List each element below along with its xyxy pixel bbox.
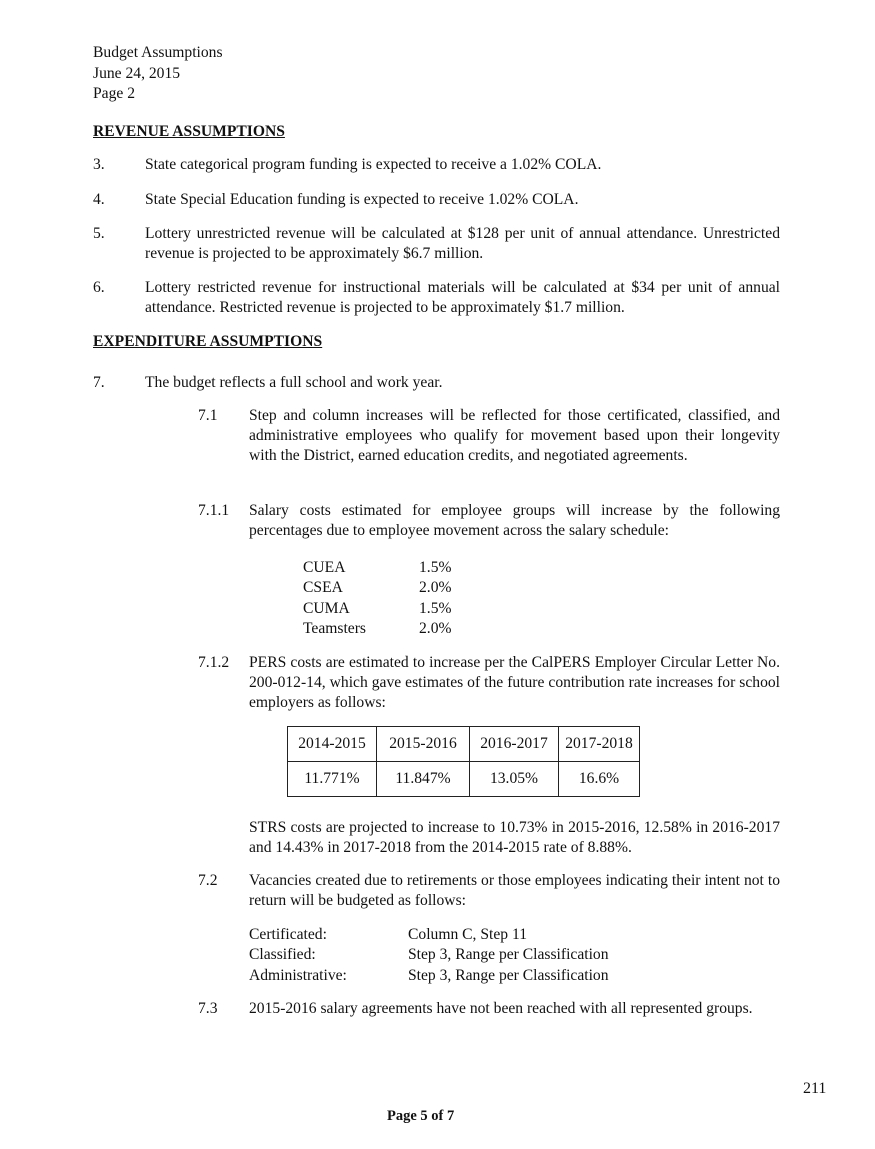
subitem-7-3: 2015-2016 salary agreements have not been reached with all represented groups. [249, 1000, 753, 1017]
table-header-cell: 2015-2016 [377, 727, 470, 762]
table-row [288, 762, 640, 797]
group-name: CUEA [303, 559, 346, 576]
revenue-item-5: Lottery unrestricted revenue will be calculated at $128 per unit of annual attendance. Unrestricted revenue is projected to be approximately $6.7 million. [145, 225, 780, 262]
subitem-number: 7.1.1 [198, 502, 230, 519]
table-header-row [288, 727, 640, 762]
item-number: 4. [93, 191, 105, 208]
item-number: 5. [93, 225, 105, 242]
table-cell: 16.6% [559, 762, 640, 797]
list-item [249, 925, 609, 945]
item-number: 3. [93, 156, 105, 173]
item-number: 6. [93, 279, 105, 296]
salary-increase-list [303, 558, 451, 639]
subitem-number: 7.1.2 [198, 654, 230, 671]
group-percent: 1.5% [419, 559, 452, 576]
vacancy-label: Certificated: [249, 926, 327, 943]
subitem-number: 7.1 [198, 407, 218, 424]
list-item [303, 619, 451, 639]
vacancy-label: Administrative: [249, 966, 347, 984]
group-percent: 2.0% [419, 579, 452, 597]
list-item [249, 945, 609, 965]
list-item [303, 578, 451, 598]
document-page-label: Page 2 [93, 85, 136, 102]
vacancy-budget-list [249, 925, 609, 986]
table-cell: 11.771% [288, 762, 377, 797]
subitem-number: 7.2 [198, 872, 218, 889]
revenue-item-3: State categorical program funding is expected to receive a 1.02% COLA. [145, 156, 602, 173]
vacancy-value: Step 3, Range per Classification [408, 966, 609, 984]
page-footer: Page 5 of 7 [387, 1108, 455, 1124]
document-date: June 24, 2015 [93, 64, 181, 82]
page-number: 211 [803, 1080, 827, 1097]
expenditure-item-7: The budget reflects a full school and work year. [145, 374, 443, 391]
table-header-cell: 2016-2017 [470, 727, 559, 762]
subitem-7-1: Step and column increases will be reflected for those certificated, classified, and administrative employees who qualify for movement based upon their longevity with the District, earned education credits, and negotiated agreements. [249, 407, 780, 464]
revenue-heading: REVENUE ASSUMPTIONS [93, 123, 285, 140]
list-item [303, 599, 451, 619]
group-percent: 2.0% [419, 619, 452, 637]
revenue-item-6: Lottery restricted revenue for instructional materials will be calculated at $34 per unit of annual attendance. Restricted revenue is projected to be approximately $1.7 million. [145, 279, 780, 316]
list-item [249, 966, 609, 986]
document-header [93, 43, 223, 105]
item-number: 7. [93, 374, 105, 391]
vacancy-value: Step 3, Range per Classification [408, 946, 609, 964]
table-cell: 11.847% [377, 762, 470, 797]
group-name: CSEA [303, 579, 343, 597]
vacancy-label: Classified: [249, 946, 316, 964]
strs-paragraph: STRS costs are projected to increase to 10.73% in 2015-2016, 12.58% in 2016-2017 and 14.43% in 2017-2018 from the 2014-2015 rate of 8.88%. [249, 819, 780, 856]
subitem-7-2: Vacancies created due to retirements or those employees indicating their intent not to return will be budgeted as follows: [249, 872, 780, 909]
group-name: Teamsters [303, 619, 366, 637]
table-cell: 13.05% [470, 762, 559, 797]
subitem-7-1-1: Salary costs estimated for employee groups will increase by the following percentages due to employee movement across the salary schedule: [249, 502, 780, 539]
pers-rate-table [287, 726, 640, 797]
table-header-cell: 2017-2018 [559, 727, 640, 762]
group-percent: 1.5% [419, 599, 452, 617]
revenue-item-4: State Special Education funding is expected to receive 1.02% COLA. [145, 191, 579, 208]
expenditure-heading: EXPENDITURE ASSUMPTIONS [93, 333, 323, 350]
group-name: CUMA [303, 599, 350, 617]
vacancy-value: Column C, Step 11 [408, 926, 527, 943]
subitem-number: 7.3 [198, 1000, 218, 1017]
document-title: Budget Assumptions [93, 44, 223, 61]
list-item [303, 558, 451, 578]
table-header-cell: 2014-2015 [288, 727, 377, 762]
subitem-7-1-2: PERS costs are estimated to increase per the CalPERS Employer Circular Letter No. 200-012-14, which gave estimates of the future contribution rate increases for school employers as follows: [249, 654, 780, 711]
